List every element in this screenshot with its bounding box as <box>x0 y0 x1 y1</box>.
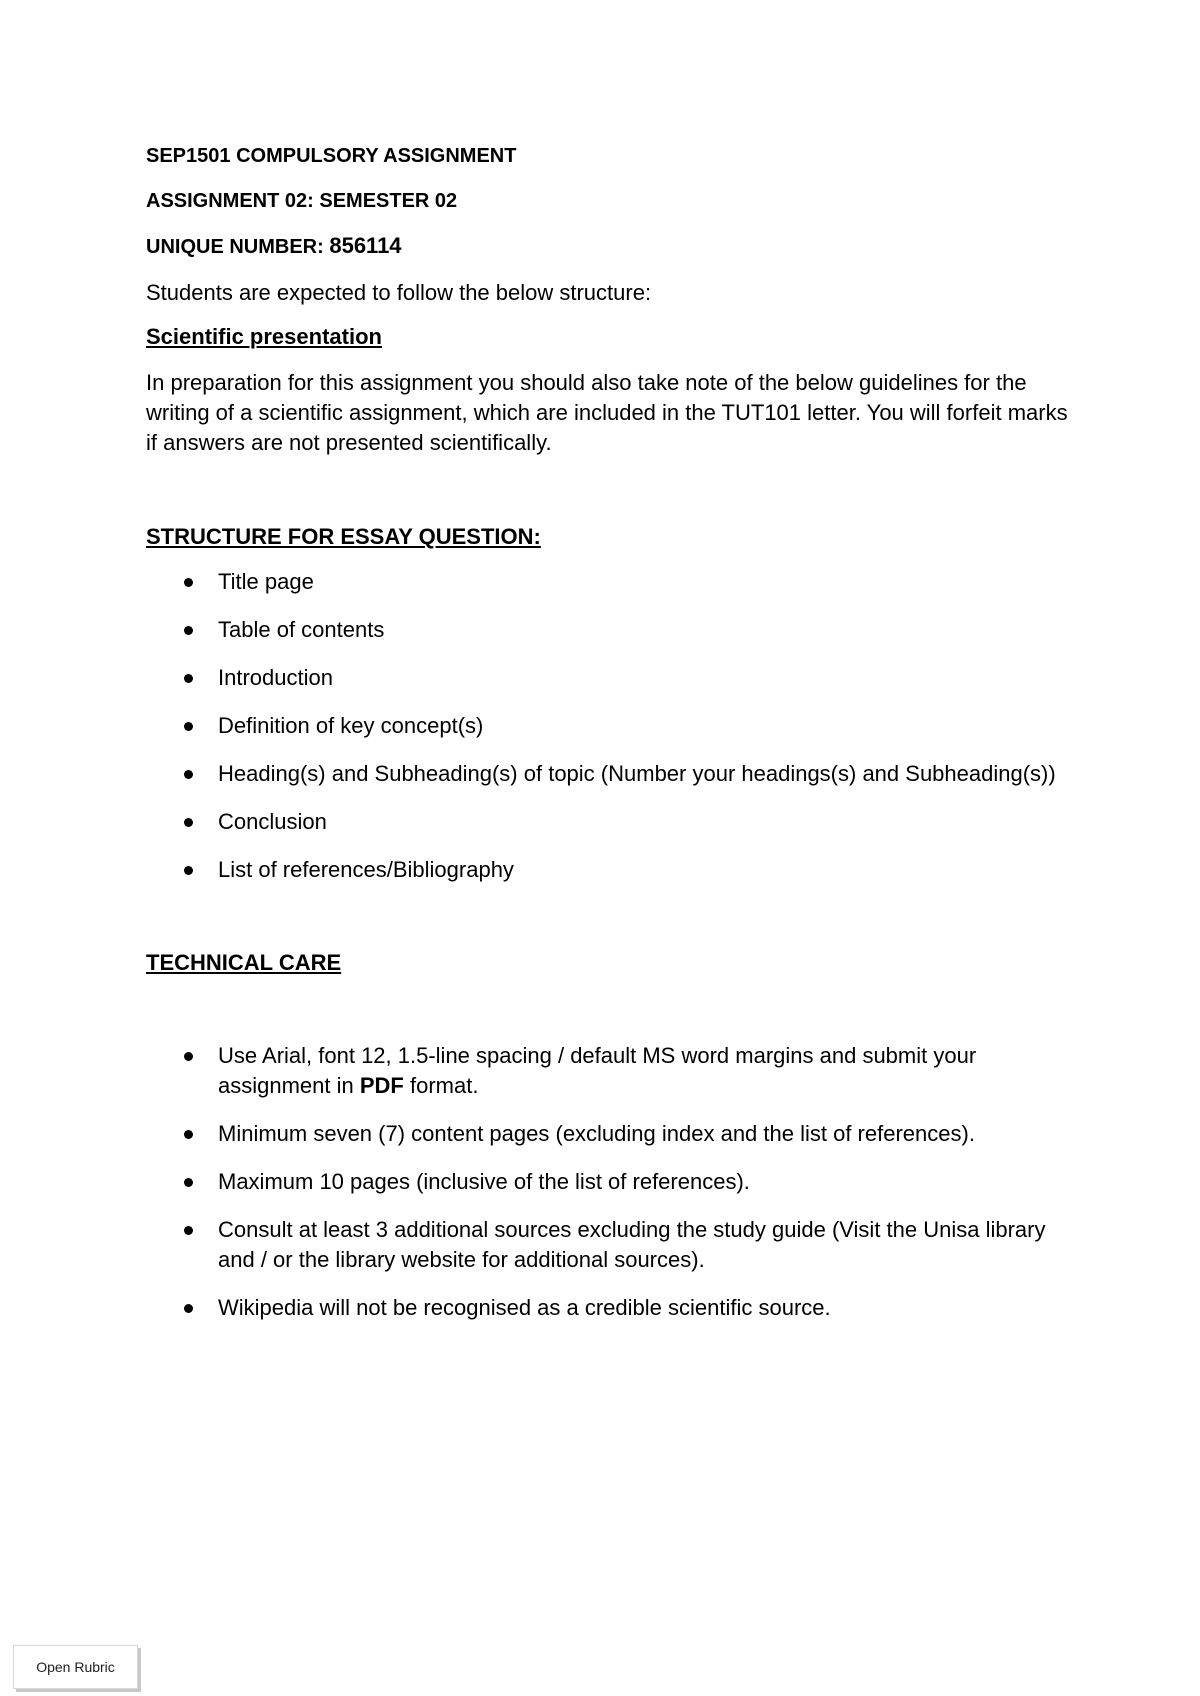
document-content <box>146 144 1076 1387</box>
essay-structure-list <box>146 568 1076 884</box>
technical-care-heading: TECHNICAL CARE <box>146 950 342 975</box>
bullet-icon <box>184 1304 193 1313</box>
list-item <box>146 568 1076 596</box>
scientific-presentation-paragraph: In preparation for this assignment you should also take note of the below guidelines for the writing of a scientific assignment, which are included in the TUT101 letter. You will forfeit marks if answers are not presented scientifically. <box>146 370 1068 455</box>
list-item <box>146 1215 1076 1275</box>
bullet-icon <box>184 626 193 635</box>
bullet-icon <box>184 818 193 827</box>
list-item <box>146 1041 1076 1101</box>
list-item-text: Definition of key concept(s) <box>218 713 484 738</box>
list-item-text: Maximum 10 pages (inclusive of the list of references). <box>218 1169 750 1194</box>
bullet-icon <box>184 578 193 587</box>
list-item-text-start: Use Arial, font 12, 1.5-line spacing / default MS word margins and submit your assignment in <box>218 1043 977 1098</box>
bullet-icon <box>184 1226 193 1235</box>
list-item <box>146 1293 1076 1323</box>
list-item-text: Title page <box>218 569 314 594</box>
bullet-icon <box>184 866 193 875</box>
list-item <box>146 664 1076 692</box>
assignment-title: ASSIGNMENT 02: SEMESTER 02 <box>146 190 458 212</box>
list-item-text: Consult at least 3 additional sources excluding the study guide (Visit the Unisa library and / or the library website for additional sources). <box>218 1217 1046 1272</box>
unique-number-label: UNIQUE NUMBER: <box>146 236 330 258</box>
list-item-text-end: format. <box>403 1073 479 1098</box>
list-item-text: Minimum seven (7) content pages (excluding index and the list of references). <box>218 1121 975 1146</box>
essay-structure-heading: STRUCTURE FOR ESSAY QUESTION: <box>146 524 541 549</box>
list-item <box>146 760 1076 788</box>
scientific-presentation-heading: Scientific presentation <box>146 324 382 349</box>
list-item <box>146 616 1076 644</box>
list-item <box>146 808 1076 836</box>
list-item-text: Heading(s) and Subheading(s) of topic (Number your headings(s) and Subheading(s)) <box>218 761 1056 786</box>
unique-number-value: 856114 <box>329 233 402 258</box>
course-title: SEP1501 COMPULSORY ASSIGNMENT <box>146 145 517 167</box>
unique-number-line <box>146 234 1076 259</box>
list-item <box>146 856 1076 884</box>
pdf-emphasis: PDF <box>359 1073 404 1098</box>
bullet-icon <box>184 1052 193 1061</box>
bullet-icon <box>184 722 193 731</box>
list-item <box>146 712 1076 740</box>
bullet-icon <box>184 1130 193 1139</box>
list-item <box>146 1119 1076 1149</box>
bullet-icon <box>184 1178 193 1187</box>
bullet-icon <box>184 674 193 683</box>
list-item-text: List of references/Bibliography <box>218 857 514 882</box>
intro-text: Students are expected to follow the below structure: <box>146 280 652 305</box>
bullet-icon <box>184 770 193 779</box>
list-item-text: Introduction <box>218 665 333 690</box>
list-item <box>146 1167 1076 1197</box>
list-item-text: Table of contents <box>218 617 385 642</box>
open-rubric-button[interactable]: Open Rubric <box>13 1645 138 1689</box>
list-item-text: Wikipedia will not be recognised as a credible scientific source. <box>218 1295 831 1320</box>
technical-care-list <box>146 1041 1076 1323</box>
list-item-text: Conclusion <box>218 809 327 834</box>
